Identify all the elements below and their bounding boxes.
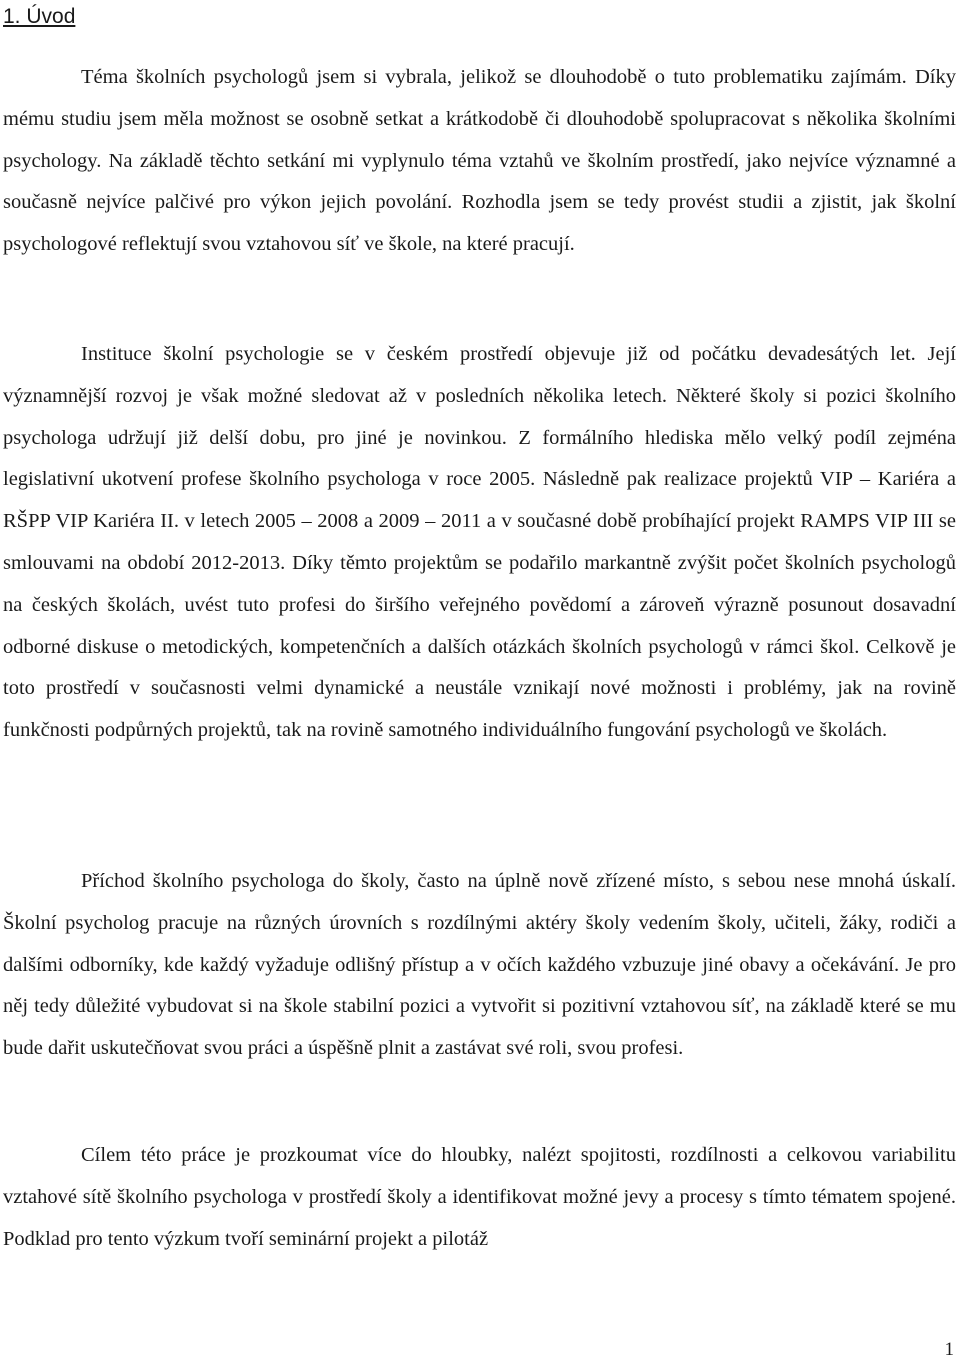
page-number: 1 <box>944 1339 954 1360</box>
paragraph-psychologist-arrival: Příchod školního psychologa do školy, často na úplně nově zřízené místo, s sebou nese mnohá úskalí. Školní psycholog pracuje na různých úrovních s rozdílnými aktéry školy vedením školy, učiteli, žáky, rodiči a dalšími odborníky, kde každý vyžaduje odlišný přístup a v očích každého vzbuzuje jiné obavy a očekávání. Je pro něj tedy důležité vybudovat si na škole stabilní pozici a vytvořit si pozitivní vztahovou síť, na základě které se mu bude dařit uskutečňovat svou práci a úspěšně plnit a zastávat své roli, svou profesi. <box>3 870 956 1060</box>
section-heading: 1. Úvod <box>3 5 76 28</box>
paragraph-topic-choice: Téma školních psychologů jsem si vybrala, jelikož se dlouhodobě o tuto problematiku zajímám. Díky mému studiu jsem měla možnost se osobně setkat a krátkodobě či dlouhodobě spolupracovat s několika školními psychology. Na základě těchto setkání mi vyplynulo téma vztahů ve školním prostředí, jako nejvíce významné a současně nejvíce palčivé pro výkon jejich povolání. Rozhodla jsem se tedy provést studii a zjistit, jak školní psychologové reflektují svou vztahovou síť ve škole, na které pracují. <box>3 66 956 256</box>
paragraph-thesis-aim: Cílem této práce je prozkoumat více do hloubky, nalézt spojitosti, rozdílnosti a celkovou variabilitu vztahové sítě školního psychologa v prostředí školy a identifikovat možné jevy a procesy s tímto tématem spojené. Podklad pro tento výzkum tvoří seminární projekt a pilotáž <box>3 1144 956 1250</box>
paragraph-institution-history: Instituce školní psychologie se v českém prostředí objevuje již od počátku devadesátých let. Její významnější rozvoj je však možné sledovat až v posledních několika letech. Některé školy si pozici školního psychologa udržují již delší dobu, pro jiné je novinkou. Z formálního hlediska mělo velký podíl zejména legislativní ukotvení profese školního psychologa v roce 2005. Následně pak realizace projektů VIP – Kariéra a RŠPP VIP Kariéra II. v letech 2005 – 2008 a 2009 – 2011 a v současné době probíhající projekt RAMPS VIP III se smlouvami na období 2012-2013. Díky těmto projektům se podařilo markantně zvýšit počet školních psychologů na českých školách, uvést tuto profesi do širšího veřejného povědomí a zároveň výrazně posunout dosavadní odborné diskuse o metodických, kompetenčních a dalších otázkách školních psychologů v rámci škol. Celkově je toto prostředí v současnosti velmi dynamické a neustále vznikají nové možnosti i problémy, jak na rovině funkčnosti podpůrných projektů, tak na rovině samotného individuálního fungování psychologů ve školách. <box>3 343 956 742</box>
